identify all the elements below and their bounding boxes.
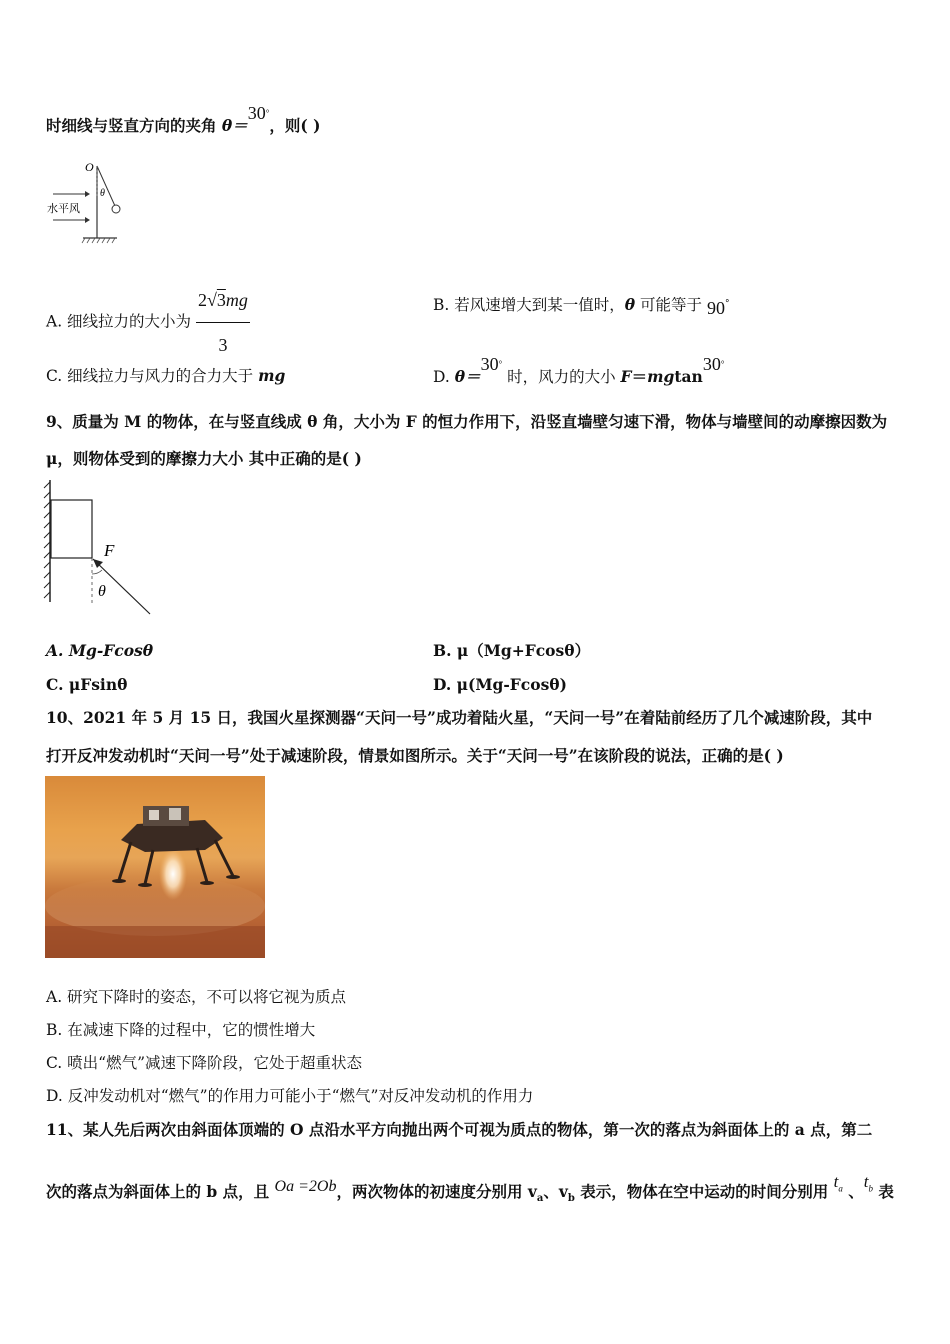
force-f: F — [620, 367, 632, 386]
q10-option-a[interactable]: A. 研究下降时的姿态，不可以将它视为质点 — [46, 988, 347, 1006]
fraction-numerator — [196, 280, 250, 323]
option-a-text: A. 细线拉力的大小为 — [46, 312, 192, 331]
q11-stem-line2 — [46, 1172, 894, 1209]
pendulum-wind-figure — [45, 158, 130, 244]
label-theta: θ — [98, 583, 106, 600]
theta-eq: θ＝ — [454, 367, 481, 386]
equals: ＝ — [631, 367, 648, 386]
q11-line2-part-d: 表 — [873, 1182, 894, 1201]
wall-block-force-figure — [42, 478, 157, 618]
q8-option-a[interactable] — [46, 280, 250, 365]
q11-line2-part-c: 表示，物体在空中运动的时间分别用 — [574, 1182, 834, 1201]
q9-option-a[interactable]: A. Mg-Fcosθ — [46, 641, 154, 660]
option-b-text: B. 若风速增大到某一值时， — [433, 296, 625, 314]
t-a — [833, 1172, 843, 1194]
option-c-text: C. 细线拉力与风力的合力大于 — [46, 367, 259, 385]
fraction-denominator: 3 — [218, 335, 228, 355]
tan: tan — [674, 367, 703, 386]
q9-option-d[interactable]: D. μ(Mg-Fcosθ) — [433, 675, 567, 694]
mars-lander-photo — [45, 776, 265, 958]
mg: mg — [258, 366, 286, 385]
theta: θ — [624, 295, 636, 314]
mg: mg — [647, 367, 675, 386]
q10-option-d[interactable]: D. 反冲发动机对“燃气”的作用力可能小于“燃气”对反冲发动机的作用力 — [46, 1087, 534, 1105]
num-radicand: 3 — [216, 290, 226, 310]
q11-line2-part-b: ，两次物体的初速度分别用 v — [336, 1182, 537, 1201]
q8-option-c[interactable] — [46, 366, 285, 386]
label-o: O — [85, 160, 94, 174]
engine-plume — [159, 848, 187, 900]
q10-option-b[interactable]: B. 在减速下降的过程中，它的惯性增大 — [46, 1021, 316, 1039]
angle-90: 90 — [706, 298, 725, 318]
theta-eq: θ＝ — [221, 116, 248, 135]
label-wind: 水平风 — [47, 202, 80, 215]
label-f: F — [104, 541, 115, 560]
block — [51, 500, 92, 558]
option-d-mid: 时，风力的大小 — [502, 368, 621, 386]
ground-hatch — [82, 238, 115, 243]
q8-stem — [46, 103, 321, 136]
q10-stem-line1: 10、2021 年 5 月 15 日，我国火星探测器“天问一号”成功着陆火星，“天问一号”在着陆前经历了几个减速阶段，其中 — [46, 708, 873, 727]
angle-value: 30 — [480, 354, 499, 374]
string — [97, 166, 115, 206]
angle-value: 30 — [247, 103, 266, 123]
option-b-mid: 可能等于 — [635, 296, 707, 314]
lander-panel — [149, 810, 159, 820]
fraction-2sqrt3mg-over-3 — [196, 280, 250, 365]
ground — [45, 926, 265, 958]
q8-option-b[interactable] — [433, 294, 730, 318]
q8-option-d[interactable] — [433, 354, 725, 387]
q9-option-c[interactable]: C. μFsinθ — [46, 675, 128, 694]
angle-30 — [703, 354, 725, 374]
q9-option-b[interactable]: B. μ（Mg+Fcosθ） — [433, 641, 591, 660]
wind-arrowhead-1 — [85, 191, 90, 197]
comma: 、 — [842, 1182, 864, 1201]
mars-lander-illustration — [45, 776, 265, 958]
wall-hatch — [44, 482, 50, 598]
angle-arc — [92, 570, 102, 574]
lander-panel — [169, 808, 181, 820]
angle-value: 30 — [702, 354, 721, 374]
q9-stem-line2: μ，则物体受到的摩擦力大小 其中正确的是( ) — [46, 449, 362, 468]
num-mg: mg — [225, 290, 248, 310]
equation-oa-2ob: Oa =2Ob — [274, 1178, 337, 1195]
deg-sign: ° — [498, 359, 503, 369]
angle-30 — [481, 354, 503, 374]
subscript-a: a — [536, 1193, 544, 1205]
q9-stem-line1: 9、质量为 M 的物体，在与竖直线成 θ 角，大小为 F 的恒力作用下，沿竖直墙壁匀速下滑，物体与墙壁间的动摩擦因数为 — [46, 412, 888, 431]
separator: 、v — [543, 1182, 568, 1201]
deg-sign: ° — [720, 359, 725, 369]
ball — [112, 205, 120, 213]
t-letter: t — [833, 1172, 839, 1191]
sqrt-icon: √ — [207, 290, 217, 310]
q11-stem-line1: 11、某人先后两次由斜面体顶端的 O 点沿水平方向抛出两个可视为质点的物体，第一次的落点为斜面体上的 a 点，第二 — [46, 1120, 873, 1139]
q8-stem-prefix: 时细线与竖直方向的夹角 — [46, 116, 222, 135]
t-letter: t — [863, 1172, 869, 1191]
wind-arrowhead-2 — [85, 217, 90, 223]
angle-30 — [248, 103, 270, 123]
label-theta: θ — [100, 188, 105, 199]
num-coef: 2 — [198, 290, 207, 310]
q11-line2-part-a: 次的落点为斜面体上的 b 点，且 — [46, 1182, 275, 1201]
q8-stem-suffix: ，则( ) — [269, 116, 321, 135]
q10-option-c[interactable]: C. 喷出“燃气”减速下降阶段，它处于超重状态 — [46, 1054, 363, 1072]
option-d-label: D. — [433, 368, 455, 386]
subscript-b: b — [567, 1193, 575, 1205]
deg-sign: ° — [724, 299, 730, 309]
deg-sign: ° — [265, 108, 270, 118]
q10-stem-line2: 打开反冲发动机时“天问一号”处于减速阶段，情景如图所示。关于“天问一号”在该阶段的说法，正确的是( ) — [46, 746, 784, 765]
t-sub-a: a — [838, 1183, 843, 1194]
t-b — [863, 1172, 874, 1194]
t-sub-b: b — [868, 1183, 874, 1194]
